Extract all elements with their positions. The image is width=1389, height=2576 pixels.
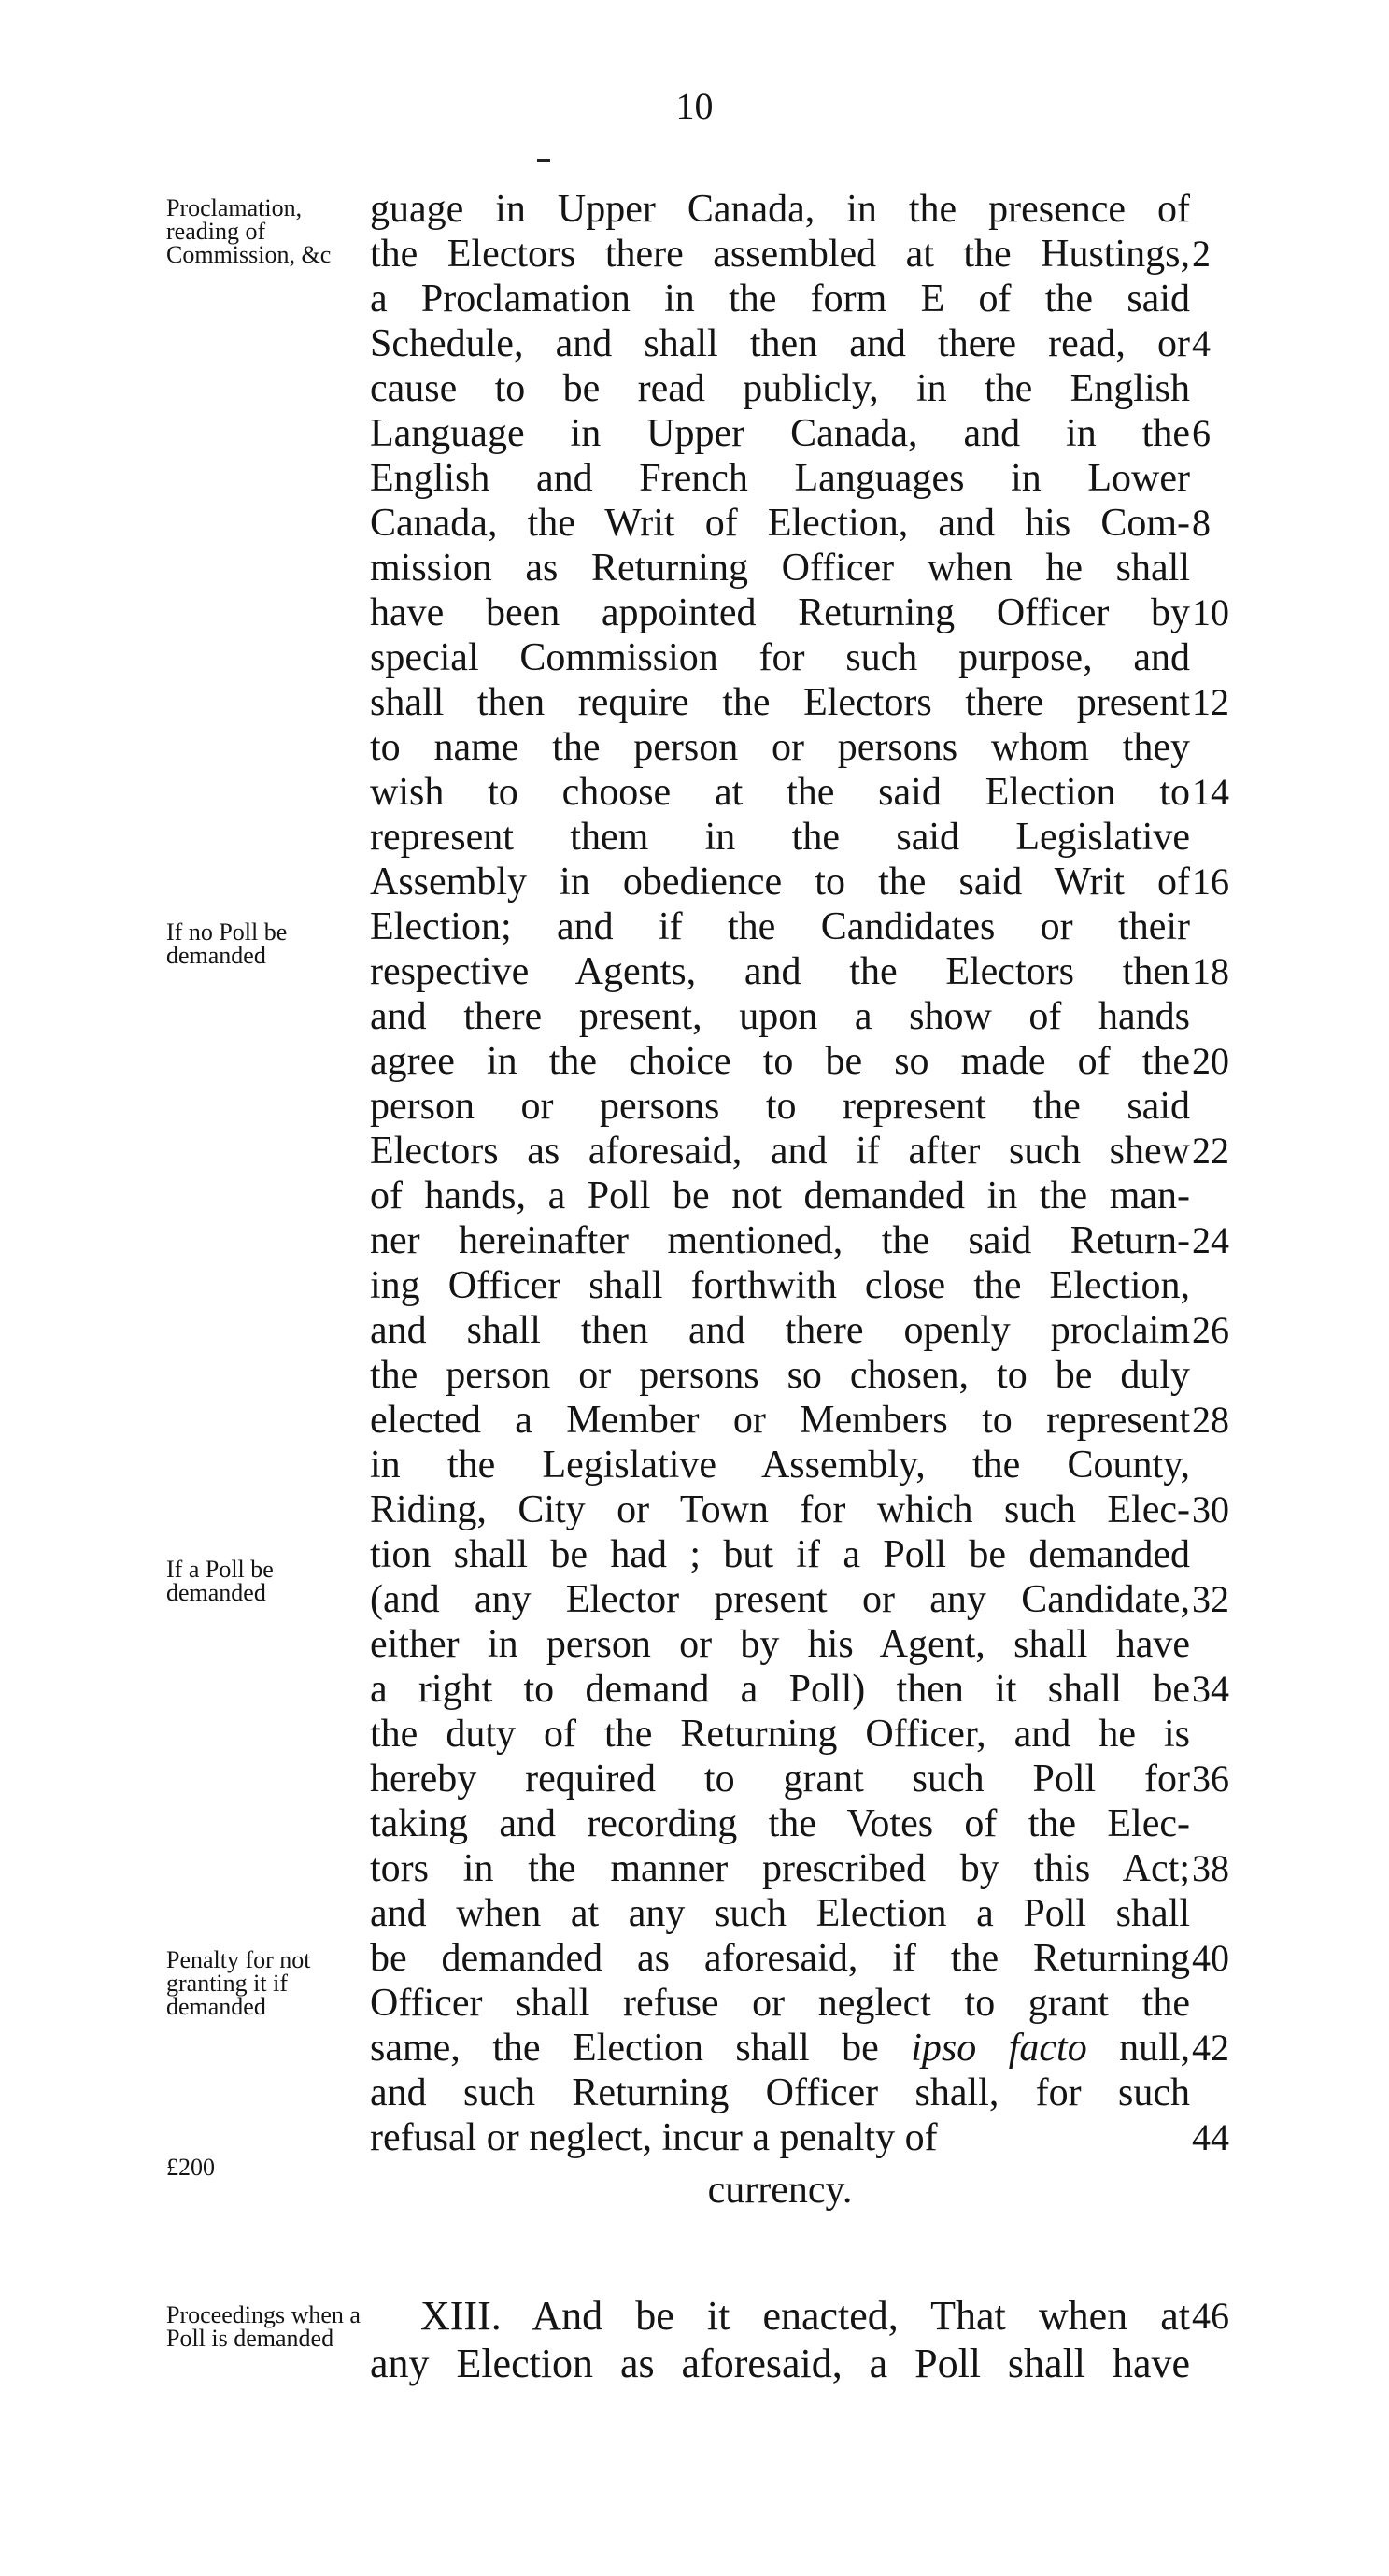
- text-line: mission as Returning Officer when he shall: [370, 547, 1190, 590]
- line-number: 6: [1192, 412, 1211, 454]
- margin-note-proclamation: Proclamation, reading of Commission, &c: [166, 194, 332, 268]
- line-number: 4: [1192, 322, 1211, 364]
- line-number: 44: [1192, 2116, 1229, 2158]
- line-number: 22: [1192, 1130, 1229, 1172]
- line-number: 32: [1192, 1578, 1229, 1620]
- text-line: tion shall be had ; but if a Poll be demanded: [370, 1533, 1190, 1576]
- section-xiii-line: XIII. And be it enacted, That when at: [420, 2293, 1190, 2339]
- line-number: 46: [1192, 2295, 1229, 2337]
- text-line: the person or persons so chosen, to be duly: [370, 1354, 1190, 1397]
- margin-note-proceedings: Proceedings when a Poll is demanded: [166, 2301, 361, 2352]
- text-line-ipso-facto: [370, 2026, 1190, 2071]
- line-number: 42: [1192, 2027, 1229, 2069]
- text-line: a Proclamation in the form E of the said: [370, 278, 1190, 320]
- text-line: represent them in the said Legislative: [370, 816, 1190, 859]
- margin-note-penalty: Penalty for not granting it if demanded: [166, 1946, 311, 2020]
- text-line: agree in the choice to be so made of the: [370, 1040, 1190, 1083]
- text-line: have been appointed Returning Officer by: [370, 591, 1190, 634]
- line-number: 2: [1192, 233, 1211, 275]
- text-segment: same, the Election shall be: [370, 2027, 879, 2070]
- line-number: 30: [1192, 1488, 1229, 1530]
- text-line: and there present, upon a show of hands: [370, 995, 1190, 1038]
- text-line: and such Returning Officer shall, for such: [370, 2071, 1190, 2114]
- line-number: 8: [1192, 502, 1211, 544]
- text-line: Officer shall refuse or neglect to grant the: [370, 1982, 1190, 2025]
- text-line: to name the person or persons whom they: [370, 726, 1190, 769]
- text-line: cause to be read publicly, in the English: [370, 367, 1190, 410]
- text-line: Election; and if the Candidates or their: [370, 905, 1190, 948]
- line-number: 14: [1192, 771, 1229, 813]
- line-number: 28: [1192, 1399, 1229, 1441]
- text-line: respective Agents, and the Electors then: [370, 950, 1190, 993]
- text-line: the Electors there assembled at the Hustings,: [370, 233, 1190, 276]
- page-number: 10: [675, 85, 714, 127]
- text-line-currency: currency.: [707, 2169, 853, 2212]
- text-line: shall then require the Electors there present: [370, 681, 1190, 724]
- text-line: Canada, the Writ of Election, and his Com-: [370, 502, 1190, 545]
- text-line: refusal or neglect, incur a penalty of: [370, 2116, 938, 2159]
- line-number: 20: [1192, 1040, 1229, 1082]
- text-line: either in person or by his Agent, shall have: [370, 1623, 1190, 1666]
- line-number: 26: [1192, 1309, 1229, 1351]
- text-line: Electors as aforesaid, and if after such shew: [370, 1130, 1190, 1173]
- text-line: Language in Upper Canada, and in the: [370, 412, 1190, 455]
- text-line: person or persons to represent the said: [370, 1085, 1190, 1128]
- text-line: (and any Elector present or any Candidate,: [370, 1578, 1190, 1621]
- text-line: a right to demand a Poll) then it shall be: [370, 1668, 1190, 1711]
- line-number: 10: [1192, 591, 1229, 633]
- text-line: elected a Member or Members to represent: [370, 1399, 1190, 1442]
- line-number: 38: [1192, 1847, 1229, 1889]
- text-line: tors in the manner prescribed by this Act;: [370, 1847, 1190, 1890]
- line-number: 12: [1192, 681, 1229, 723]
- text-line: the duty of the Returning Officer, and he is: [370, 1713, 1190, 1756]
- margin-note-poll-demanded: If a Poll be demanded: [166, 1556, 274, 1606]
- text-segment: null,: [1119, 2027, 1191, 2070]
- margin-note-amount: £200: [166, 2154, 215, 2181]
- page-dash: [537, 159, 550, 162]
- text-line: ner hereinafter mentioned, the said Return-: [370, 1219, 1190, 1262]
- margin-note-no-poll: If no Poll be demanded: [166, 918, 288, 969]
- text-line: English and French Languages in Lower: [370, 457, 1190, 500]
- text-line: of hands, a Poll be not demanded in the man-: [370, 1174, 1190, 1217]
- text-line: Riding, City or Town for which such Elec-: [370, 1488, 1190, 1531]
- line-number: 36: [1192, 1758, 1229, 1800]
- line-number: 40: [1192, 1937, 1229, 1979]
- line-number: 18: [1192, 950, 1229, 992]
- text-line: Schedule, and shall then and there read, or: [370, 322, 1190, 365]
- text-line: and shall then and there openly proclaim: [370, 1309, 1190, 1352]
- text-line: special Commission for such purpose, and: [370, 636, 1190, 679]
- text-line: ing Officer shall forthwith close the Election,: [370, 1264, 1190, 1307]
- line-number: 16: [1192, 861, 1229, 903]
- text-line: guage in Upper Canada, in the presence of: [370, 188, 1190, 231]
- text-line: taking and recording the Votes of the Elec-: [370, 1802, 1190, 1845]
- italic-ipso-facto: ipso facto: [911, 2027, 1087, 2070]
- text-line: in the Legislative Assembly, the County,: [370, 1444, 1190, 1487]
- line-number: 24: [1192, 1219, 1229, 1261]
- text-line: any Election as aforesaid, a Poll shall have: [370, 2341, 1190, 2386]
- text-line: wish to choose at the said Election to: [370, 771, 1190, 814]
- text-line: and when at any such Election a Poll shall: [370, 1892, 1190, 1935]
- line-number: 34: [1192, 1668, 1229, 1710]
- text-line: Assembly in obedience to the said Writ of: [370, 861, 1190, 904]
- text-line: hereby required to grant such Poll for: [370, 1758, 1190, 1800]
- text-line: be demanded as aforesaid, if the Returning: [370, 1937, 1190, 1980]
